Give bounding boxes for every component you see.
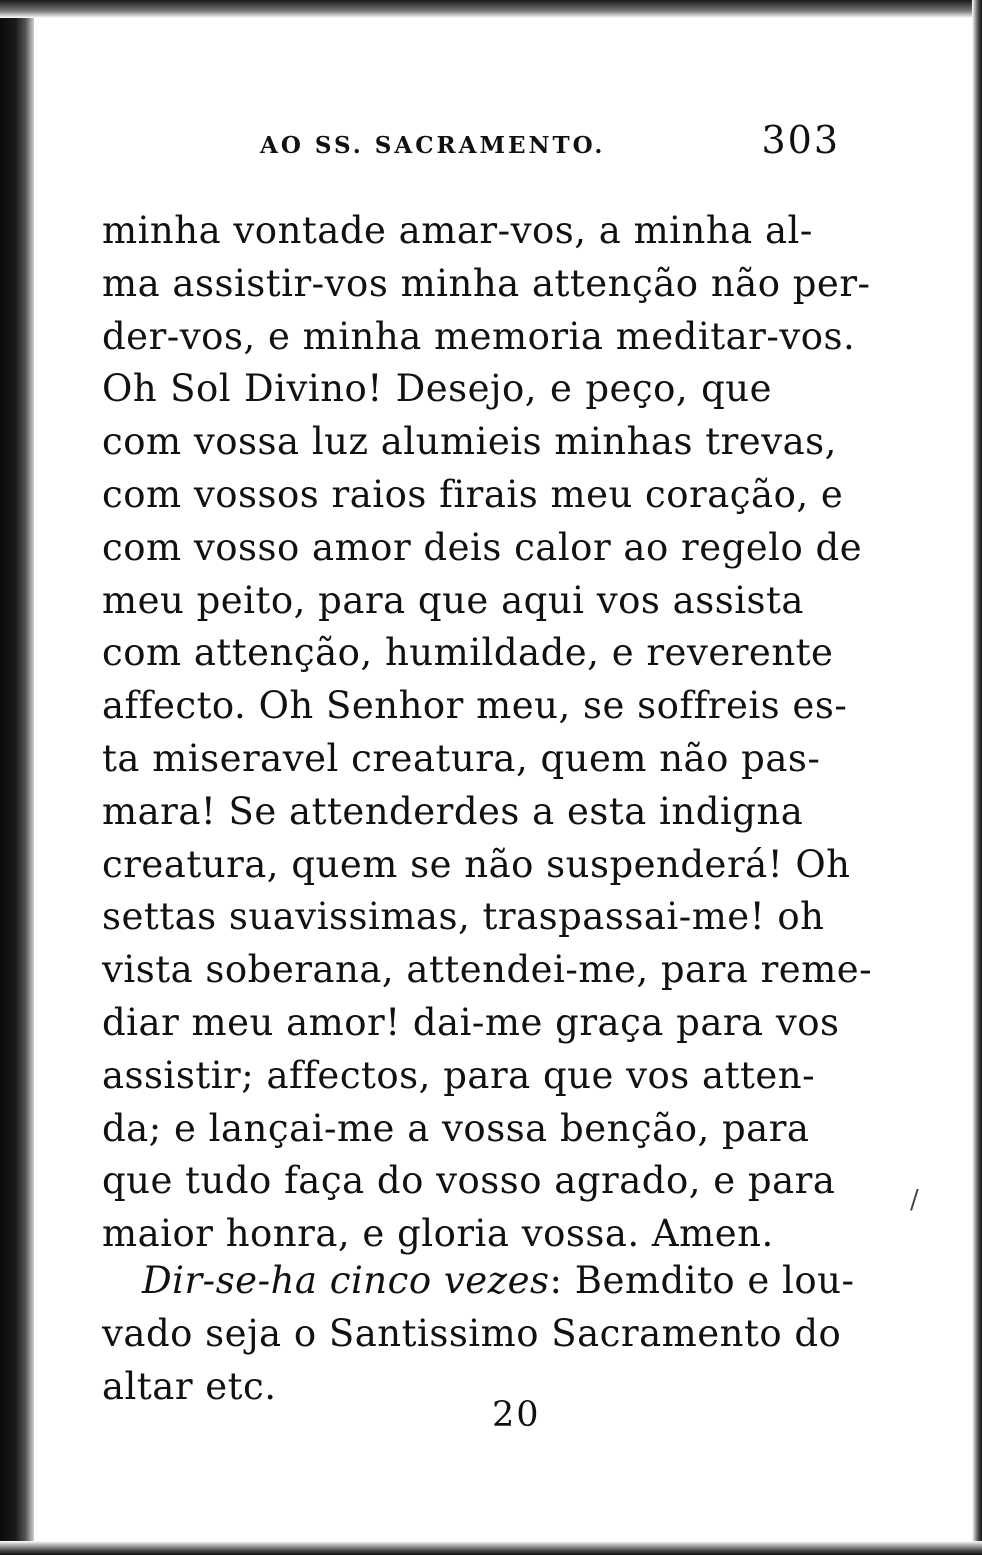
rubric-line-2: vado seja o Santissimo Sacramento do <box>102 1311 842 1355</box>
text-line: minha vontade amar-vos, a minha al- <box>102 209 813 252</box>
text-line: affecto. Oh Senhor meu, se soffreis es- <box>102 684 848 728</box>
rubric-line-1-rest: : Bemdito e lou- <box>549 1259 855 1302</box>
text-line: que tudo faça do vosso agrado, e para <box>102 1159 836 1203</box>
page-number: 303 <box>761 118 840 162</box>
stray-pen-mark: / <box>910 1185 919 1215</box>
text-line: Oh Sol Divino! Desejo, e peço, que <box>102 367 772 411</box>
text-line: der-vos, e minha memoria meditar-vos. <box>102 314 856 358</box>
text-line: maior honra, e gloria vossa. Amen. <box>102 1212 774 1256</box>
text-line: vista soberana, attendei-me, para reme- <box>102 948 873 992</box>
book-page <box>60 0 940 1540</box>
rubric-italic-lead: Dir-se-ha cinco vezes <box>142 1259 550 1302</box>
page-right-edge <box>972 0 982 1555</box>
text-line: diar meu amor! dai-me graça para vos <box>102 1000 840 1044</box>
signature-mark: 20 <box>492 1395 541 1435</box>
text-line: com attenção, humildade, e reverente <box>102 631 834 675</box>
text-line: settas suavissimas, traspassai-me! oh <box>102 895 825 939</box>
text-line: com vossos raios firais meu coração, e <box>102 472 844 516</box>
page-bottom-edge <box>0 1541 982 1555</box>
book-spine-shadow <box>0 0 34 1555</box>
text-line: ma assistir-vos minha attenção não per- <box>102 261 871 305</box>
running-head <box>260 118 840 168</box>
rubric-line-3: altar etc. <box>102 1364 277 1408</box>
rubric-instruction <box>102 1255 855 1413</box>
text-line: com vossa luz alumieis minhas trevas, <box>102 420 837 464</box>
text-line: creatura, quem se não suspenderá! Oh <box>102 842 851 886</box>
running-title: AO SS. SACRAMENTO. <box>260 132 606 159</box>
rubric-line-1 <box>102 1255 855 1308</box>
text-line: com vosso amor deis calor ao regelo de <box>102 525 863 569</box>
text-line: da; e lançai-me a vossa benção, para <box>102 1106 810 1150</box>
text-line: mara! Se attenderdes a esta indigna <box>102 789 804 833</box>
text-line: ta miseravel creatura, quem não pas- <box>102 736 821 780</box>
text-line: meu peito, para que aqui vos assista <box>102 578 804 622</box>
prayer-text <box>102 205 873 1261</box>
text-line: assistir; affectos, para que vos atten- <box>102 1053 816 1097</box>
